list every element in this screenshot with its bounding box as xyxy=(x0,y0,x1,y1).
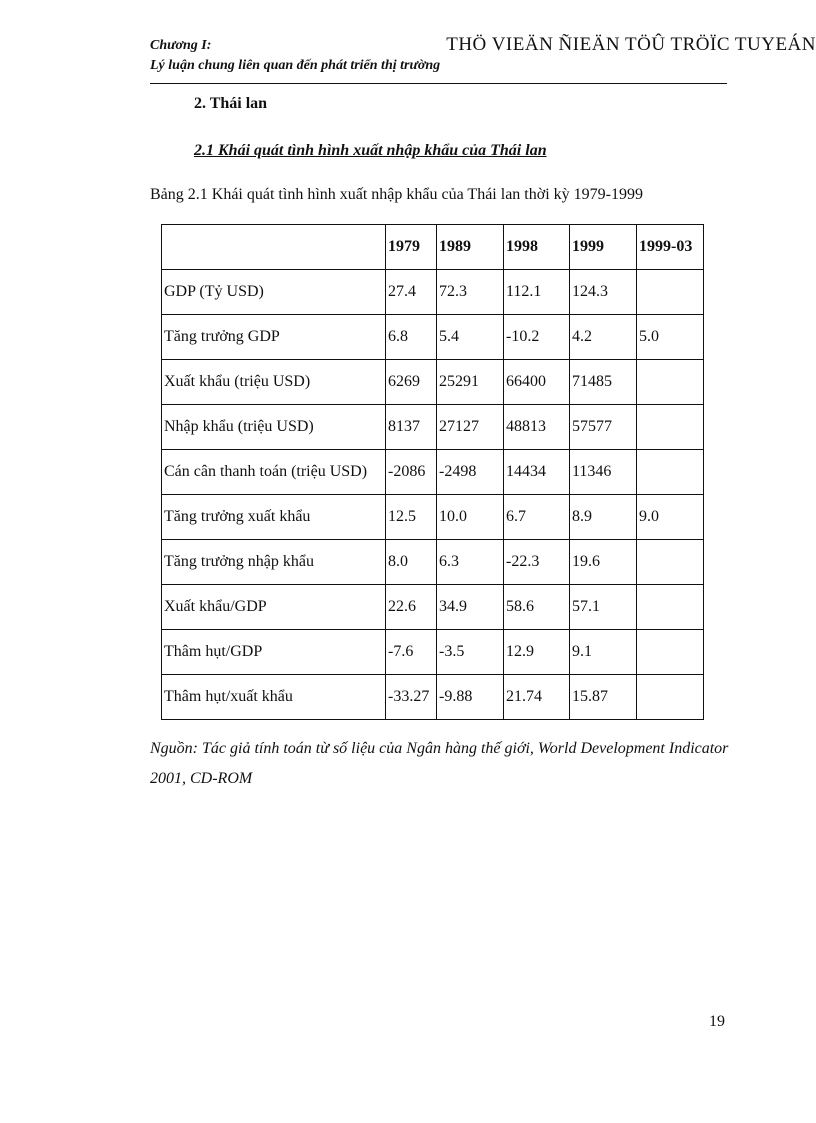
value-cell: 9.0 xyxy=(637,495,704,540)
value-cell: 6.8 xyxy=(386,315,437,360)
row-label-cell: Thâm hụt/xuất khẩu xyxy=(162,675,386,720)
page-number: 19 xyxy=(709,1013,725,1030)
value-cell xyxy=(637,450,704,495)
source-note: Nguồn: Tác giả tính toán từ số liệu của Ngân hàng thế giới, World Development Indicator 2001, CD-ROM xyxy=(150,740,729,787)
column-header xyxy=(162,225,386,270)
row-label-cell: Thâm hụt/GDP xyxy=(162,630,386,675)
row-label-cell: Tăng trưởng xuất khẩu xyxy=(162,495,386,540)
chapter-subtitle: Lý luận chung liên quan đến phát triển thị trường xyxy=(150,58,441,73)
value-cell: 112.1 xyxy=(504,270,570,315)
value-cell xyxy=(637,675,704,720)
value-cell: 8137 xyxy=(386,405,437,450)
value-cell: 71485 xyxy=(570,360,637,405)
value-cell: 48813 xyxy=(504,405,570,450)
column-header: 1999 xyxy=(570,225,637,270)
table-row xyxy=(162,630,704,675)
value-cell xyxy=(637,630,704,675)
value-cell: 27.4 xyxy=(386,270,437,315)
value-cell: -22.3 xyxy=(504,540,570,585)
table-row xyxy=(162,315,704,360)
chapter-label: Chương I: xyxy=(150,38,212,53)
value-cell: 57577 xyxy=(570,405,637,450)
value-cell: 8.0 xyxy=(386,540,437,585)
row-label-cell: Tăng trưởng nhập khẩu xyxy=(162,540,386,585)
value-cell: -9.88 xyxy=(437,675,504,720)
value-cell xyxy=(637,360,704,405)
row-label-cell: Xuất khẩu (triệu USD) xyxy=(162,360,386,405)
value-cell: 6.3 xyxy=(437,540,504,585)
value-cell: -2498 xyxy=(437,450,504,495)
column-header: 1979 xyxy=(386,225,437,270)
value-cell: 4.2 xyxy=(570,315,637,360)
section-heading: 2. Thái lan xyxy=(194,95,268,112)
value-cell xyxy=(637,585,704,630)
value-cell: 27127 xyxy=(437,405,504,450)
value-cell: 11346 xyxy=(570,450,637,495)
table-header-row xyxy=(162,225,704,270)
value-cell: -3.5 xyxy=(437,630,504,675)
value-cell: 12.9 xyxy=(504,630,570,675)
table-caption: Bảng 2.1 Khái quát tình hình xuất nhập khẩu của Thái lan thời kỳ 1979-1999 xyxy=(150,186,643,203)
value-cell: 72.3 xyxy=(437,270,504,315)
value-cell: 9.1 xyxy=(570,630,637,675)
library-brand: THÖ VIEÄN ÑIEÄN TÖÛ TRÖÏC TUYEÁN xyxy=(446,34,816,55)
value-cell: 25291 xyxy=(437,360,504,405)
value-cell: 124.3 xyxy=(570,270,637,315)
table-row xyxy=(162,585,704,630)
table-row xyxy=(162,405,704,450)
value-cell: 14434 xyxy=(504,450,570,495)
value-cell: 34.9 xyxy=(437,585,504,630)
row-label-cell: Nhập khẩu (triệu USD) xyxy=(162,405,386,450)
trade-table xyxy=(161,224,704,720)
table-row xyxy=(162,450,704,495)
table-row xyxy=(162,270,704,315)
column-header: 1998 xyxy=(504,225,570,270)
column-header: 1989 xyxy=(437,225,504,270)
value-cell xyxy=(637,270,704,315)
table-row xyxy=(162,495,704,540)
value-cell: 6269 xyxy=(386,360,437,405)
value-cell: -2086 xyxy=(386,450,437,495)
value-cell: 57.1 xyxy=(570,585,637,630)
value-cell: 6.7 xyxy=(504,495,570,540)
value-cell: 10.0 xyxy=(437,495,504,540)
table-row xyxy=(162,675,704,720)
value-cell: -7.6 xyxy=(386,630,437,675)
value-cell: 12.5 xyxy=(386,495,437,540)
value-cell: 5.4 xyxy=(437,315,504,360)
row-label-cell: Tăng trưởng GDP xyxy=(162,315,386,360)
value-cell: -10.2 xyxy=(504,315,570,360)
row-label-cell: Cán cân thanh toán (triệu USD) xyxy=(162,450,386,495)
value-cell xyxy=(637,540,704,585)
value-cell: 22.6 xyxy=(386,585,437,630)
value-cell: 8.9 xyxy=(570,495,637,540)
value-cell: 66400 xyxy=(504,360,570,405)
value-cell: 15.87 xyxy=(570,675,637,720)
subsection-heading: 2.1 Khái quát tình hình xuất nhập khẩu của Thái lan xyxy=(194,142,547,159)
value-cell: 19.6 xyxy=(570,540,637,585)
value-cell: 21.74 xyxy=(504,675,570,720)
table-row xyxy=(162,540,704,585)
row-label-cell: Xuất khẩu/GDP xyxy=(162,585,386,630)
header-divider xyxy=(150,83,727,84)
row-label-cell: GDP (Tỷ USD) xyxy=(162,270,386,315)
value-cell xyxy=(637,405,704,450)
table-row xyxy=(162,360,704,405)
column-header: 1999-03 xyxy=(637,225,704,270)
value-cell: 5.0 xyxy=(637,315,704,360)
value-cell: 58.6 xyxy=(504,585,570,630)
value-cell: -33.27 xyxy=(386,675,437,720)
